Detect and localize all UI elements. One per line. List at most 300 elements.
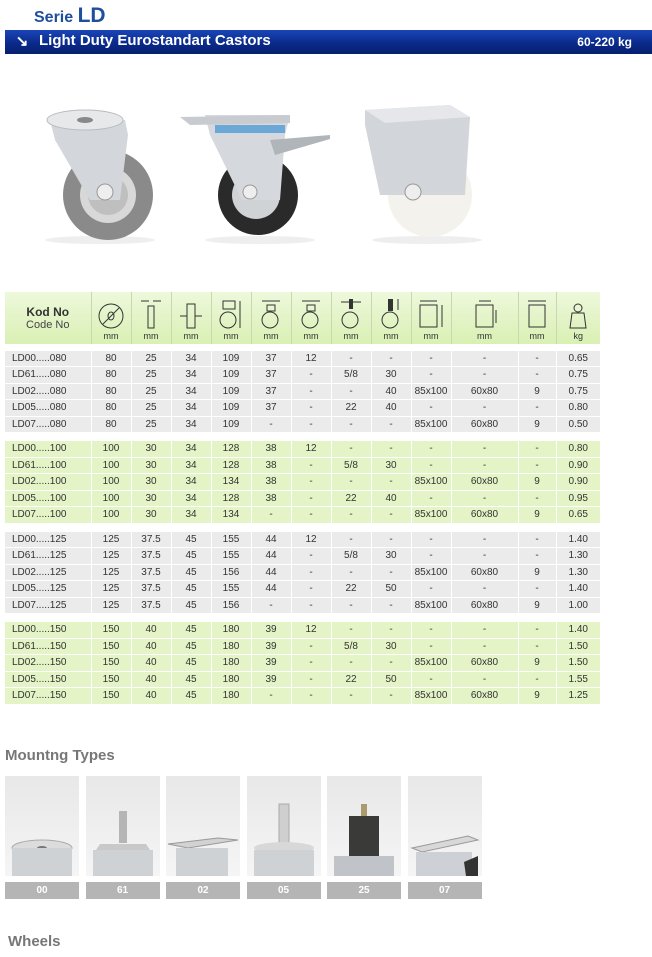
code-cell: LD05.....125: [5, 581, 91, 598]
value-cell: 109: [211, 350, 251, 367]
value-cell: 155: [211, 548, 251, 565]
stem-length-icon: [378, 298, 404, 330]
value-cell: -: [331, 597, 371, 614]
value-cell: -: [411, 671, 451, 688]
value-cell: 34: [171, 441, 211, 458]
value-cell: 45: [171, 581, 211, 598]
value-cell: 45: [171, 688, 211, 705]
mounting-code-label: 00: [5, 882, 79, 899]
value-cell: -: [371, 688, 411, 705]
value-cell: 45: [171, 531, 211, 548]
value-cell: 9: [518, 383, 556, 400]
value-cell: 60x80: [451, 474, 518, 491]
code-cell: LD02.....080: [5, 383, 91, 400]
value-cell: 22: [331, 490, 371, 507]
value-cell: 180: [211, 671, 251, 688]
value-cell: -: [291, 383, 331, 400]
top-plate-mount-image: [166, 776, 240, 876]
column-header: mm: [211, 292, 251, 344]
value-cell: 125: [91, 581, 131, 598]
table-row: [5, 688, 600, 705]
mounting-code-label: 05: [247, 882, 321, 899]
group-spacer: [5, 614, 600, 622]
value-cell: 125: [91, 597, 131, 614]
value-cell: 9: [518, 416, 556, 433]
value-cell: -: [451, 441, 518, 458]
column-header: mm: [411, 292, 451, 344]
thread-stem-icon: [338, 298, 364, 330]
code-cell: LD00.....080: [5, 350, 91, 367]
value-cell: 1.40: [556, 531, 600, 548]
table-row: [5, 507, 600, 524]
value-cell: 39: [251, 671, 291, 688]
code-header: [5, 292, 91, 344]
table-row: [5, 474, 600, 491]
column-header: mm: [451, 292, 518, 344]
value-cell: 5/8: [331, 367, 371, 384]
mounting-type-05: [247, 776, 321, 900]
value-cell: 30: [131, 490, 171, 507]
value-cell: 60x80: [451, 416, 518, 433]
value-cell: -: [291, 507, 331, 524]
value-cell: -: [331, 416, 371, 433]
value-cell: 134: [211, 474, 251, 491]
value-cell: 125: [91, 531, 131, 548]
value-cell: 0.90: [556, 457, 600, 474]
mounting-types-title: Mountng Types: [5, 747, 115, 764]
table-row: [5, 367, 600, 384]
value-cell: 45: [171, 564, 211, 581]
value-cell: -: [518, 581, 556, 598]
mounting-code-label: 25: [327, 882, 401, 899]
code-cell: LD00.....150: [5, 622, 91, 639]
table-row: [5, 457, 600, 474]
value-cell: 34: [171, 474, 211, 491]
value-cell: -: [371, 655, 411, 672]
value-cell: 1.30: [556, 548, 600, 565]
value-cell: -: [251, 507, 291, 524]
column-header: kg: [556, 292, 600, 344]
plate-size-icon: [417, 298, 445, 330]
value-cell: 12: [291, 531, 331, 548]
value-cell: 40: [131, 671, 171, 688]
value-cell: 156: [211, 564, 251, 581]
value-cell: 0.80: [556, 400, 600, 417]
bolt-hole-mount-image: [5, 776, 79, 876]
code-cell: LD05.....150: [5, 671, 91, 688]
value-cell: 85x100: [411, 655, 451, 672]
value-cell: 180: [211, 638, 251, 655]
value-cell: -: [518, 367, 556, 384]
value-cell: -: [518, 622, 556, 639]
overall-height-icon: [218, 298, 244, 330]
value-cell: 44: [251, 581, 291, 598]
load-range: 60-220 kg: [577, 35, 632, 49]
serie-prefix: Serie: [34, 9, 74, 26]
value-cell: 22: [331, 581, 371, 598]
value-cell: -: [371, 597, 411, 614]
value-cell: 150: [91, 688, 131, 705]
column-header: mm: [91, 292, 131, 344]
value-cell: -: [451, 350, 518, 367]
value-cell: 9: [518, 474, 556, 491]
code-cell: LD02.....100: [5, 474, 91, 491]
value-cell: 0.90: [556, 474, 600, 491]
value-cell: -: [518, 490, 556, 507]
value-cell: 100: [91, 507, 131, 524]
value-cell: 85x100: [411, 597, 451, 614]
column-header: mm: [331, 292, 371, 344]
value-cell: -: [291, 490, 331, 507]
value-cell: 45: [171, 655, 211, 672]
value-cell: 9: [518, 597, 556, 614]
value-cell: -: [518, 548, 556, 565]
value-cell: 40: [131, 688, 171, 705]
hub-length-icon: [179, 300, 203, 330]
value-cell: 38: [251, 441, 291, 458]
value-cell: 150: [91, 671, 131, 688]
value-cell: -: [251, 416, 291, 433]
value-cell: -: [291, 564, 331, 581]
value-cell: 0.80: [556, 441, 600, 458]
value-cell: -: [451, 367, 518, 384]
value-cell: 44: [251, 548, 291, 565]
value-cell: -: [451, 400, 518, 417]
value-cell: 40: [371, 383, 411, 400]
value-cell: 0.75: [556, 367, 600, 384]
value-cell: -: [371, 474, 411, 491]
value-cell: -: [291, 400, 331, 417]
value-cell: 85x100: [411, 474, 451, 491]
value-cell: -: [411, 400, 451, 417]
value-cell: 45: [171, 548, 211, 565]
value-cell: -: [451, 490, 518, 507]
group-spacer: [5, 433, 600, 441]
value-cell: 37.5: [131, 531, 171, 548]
value-cell: -: [371, 441, 411, 458]
value-cell: 39: [251, 622, 291, 639]
value-cell: -: [518, 457, 556, 474]
value-cell: 9: [518, 688, 556, 705]
value-cell: 37.5: [131, 564, 171, 581]
value-cell: 85x100: [411, 416, 451, 433]
value-cell: 12: [291, 350, 331, 367]
table-row: [5, 564, 600, 581]
code-cell: LD61.....100: [5, 457, 91, 474]
value-cell: 85x100: [411, 507, 451, 524]
value-cell: 30: [371, 548, 411, 565]
value-cell: -: [411, 622, 451, 639]
value-cell: 1.00: [556, 597, 600, 614]
value-cell: 30: [371, 367, 411, 384]
value-cell: -: [518, 671, 556, 688]
value-cell: 100: [91, 490, 131, 507]
product-images: [20, 95, 500, 255]
wheel-diameter-icon: [97, 302, 125, 330]
value-cell: -: [291, 688, 331, 705]
value-cell: -: [291, 457, 331, 474]
value-cell: 150: [91, 638, 131, 655]
serie-title: [34, 4, 106, 28]
value-cell: 37: [251, 383, 291, 400]
value-cell: -: [451, 548, 518, 565]
value-cell: 156: [211, 597, 251, 614]
value-cell: 1.40: [556, 622, 600, 639]
value-cell: 80: [91, 416, 131, 433]
code-cell: LD07.....080: [5, 416, 91, 433]
value-cell: 22: [331, 400, 371, 417]
value-cell: 34: [171, 416, 211, 433]
value-cell: 0.95: [556, 490, 600, 507]
bolt-hole-icon: [298, 298, 324, 330]
value-cell: 37.5: [131, 548, 171, 565]
table-row: [5, 671, 600, 688]
table-row: [5, 490, 600, 507]
fixed-plate-mount-image: [408, 776, 482, 876]
value-cell: 155: [211, 531, 251, 548]
value-cell: -: [518, 441, 556, 458]
value-cell: 80: [91, 367, 131, 384]
value-cell: 39: [251, 655, 291, 672]
value-cell: -: [371, 531, 411, 548]
value-cell: 125: [91, 548, 131, 565]
value-cell: -: [291, 416, 331, 433]
value-cell: 80: [91, 350, 131, 367]
value-cell: 109: [211, 367, 251, 384]
table-row: [5, 400, 600, 417]
arrow-down-right-icon: ↘: [15, 33, 29, 50]
value-cell: 109: [211, 400, 251, 417]
value-cell: 34: [171, 383, 211, 400]
value-cell: 60x80: [451, 597, 518, 614]
value-cell: -: [411, 638, 451, 655]
value-cell: -: [331, 655, 371, 672]
value-cell: 0.75: [556, 383, 600, 400]
value-cell: -: [451, 638, 518, 655]
wheels-title: Wheels: [8, 933, 61, 950]
mounting-type-02: [166, 776, 240, 900]
value-cell: 50: [371, 581, 411, 598]
specs-table: [5, 292, 600, 705]
value-cell: 50: [371, 671, 411, 688]
value-cell: 12: [291, 441, 331, 458]
swivel-castor-image: [30, 95, 170, 245]
value-cell: 30: [371, 457, 411, 474]
value-cell: 34: [171, 457, 211, 474]
offset-icon: [258, 298, 284, 330]
wheel-width-icon: [139, 296, 163, 330]
table-row: [5, 383, 600, 400]
table-row: [5, 581, 600, 598]
value-cell: 100: [91, 457, 131, 474]
value-cell: 34: [171, 400, 211, 417]
value-cell: -: [371, 507, 411, 524]
value-cell: -: [518, 350, 556, 367]
value-cell: 1.50: [556, 655, 600, 672]
value-cell: 25: [131, 416, 171, 433]
value-cell: 1.40: [556, 581, 600, 598]
code-cell: LD02.....125: [5, 564, 91, 581]
value-cell: -: [518, 638, 556, 655]
value-cell: 45: [171, 671, 211, 688]
value-cell: 37.5: [131, 597, 171, 614]
value-cell: -: [291, 638, 331, 655]
value-cell: 80: [91, 400, 131, 417]
value-cell: 30: [131, 441, 171, 458]
value-cell: 25: [131, 350, 171, 367]
value-cell: 60x80: [451, 655, 518, 672]
column-header: mm: [291, 292, 331, 344]
value-cell: 9: [518, 507, 556, 524]
value-cell: 180: [211, 688, 251, 705]
code-cell: LD07.....100: [5, 507, 91, 524]
value-cell: 60x80: [451, 564, 518, 581]
value-cell: 38: [251, 490, 291, 507]
code-cell: LD05.....100: [5, 490, 91, 507]
table-header-row: [5, 292, 600, 344]
value-cell: -: [251, 597, 291, 614]
value-cell: 5/8: [331, 638, 371, 655]
value-cell: 40: [131, 622, 171, 639]
value-cell: -: [331, 474, 371, 491]
value-cell: -: [291, 367, 331, 384]
code-cell: LD61.....080: [5, 367, 91, 384]
value-cell: 37.5: [131, 581, 171, 598]
value-cell: -: [411, 490, 451, 507]
value-cell: 34: [171, 367, 211, 384]
value-cell: 34: [171, 490, 211, 507]
value-cell: 60x80: [451, 688, 518, 705]
code-cell: LD07.....150: [5, 688, 91, 705]
value-cell: 128: [211, 441, 251, 458]
value-cell: 150: [91, 655, 131, 672]
code-cell: LD05.....080: [5, 400, 91, 417]
weight-icon: [568, 302, 588, 330]
plain-stem-mount-image: [247, 776, 321, 876]
value-cell: 80: [91, 383, 131, 400]
table-row: [5, 441, 600, 458]
table-row: [5, 531, 600, 548]
mounting-type-07: [408, 776, 482, 900]
table-row: [5, 622, 600, 639]
value-cell: -: [291, 548, 331, 565]
value-cell: -: [331, 383, 371, 400]
value-cell: 155: [211, 581, 251, 598]
value-cell: 85x100: [411, 688, 451, 705]
value-cell: 30: [371, 638, 411, 655]
value-cell: 12: [291, 622, 331, 639]
value-cell: 100: [91, 474, 131, 491]
table-row: [5, 655, 600, 672]
value-cell: 9: [518, 564, 556, 581]
value-cell: 128: [211, 457, 251, 474]
code-cell: LD61.....150: [5, 638, 91, 655]
value-cell: 30: [131, 457, 171, 474]
expanding-adapter-mount-image: [327, 776, 401, 876]
value-cell: 25: [131, 383, 171, 400]
value-cell: 0.50: [556, 416, 600, 433]
title-banner: [5, 30, 652, 54]
table-row: [5, 638, 600, 655]
value-cell: -: [411, 581, 451, 598]
value-cell: 22: [331, 671, 371, 688]
value-cell: 109: [211, 383, 251, 400]
value-cell: 1.30: [556, 564, 600, 581]
threaded-stem-mount-image: [86, 776, 160, 876]
value-cell: 30: [131, 507, 171, 524]
value-cell: 25: [131, 400, 171, 417]
mounting-code-label: 02: [166, 882, 240, 899]
value-cell: -: [331, 564, 371, 581]
value-cell: 37: [251, 350, 291, 367]
value-cell: -: [451, 622, 518, 639]
table-row: [5, 416, 600, 433]
value-cell: 40: [131, 638, 171, 655]
value-cell: -: [371, 350, 411, 367]
value-cell: 180: [211, 622, 251, 639]
value-cell: -: [331, 441, 371, 458]
value-cell: -: [411, 350, 451, 367]
fixed-castor-image: [355, 95, 500, 245]
swivel-castor-brake-image: [180, 95, 340, 245]
mounting-type-25: [327, 776, 401, 900]
value-cell: 128: [211, 490, 251, 507]
value-cell: -: [331, 350, 371, 367]
value-cell: 34: [171, 350, 211, 367]
serie-name: LD: [77, 4, 106, 27]
value-cell: 1.25: [556, 688, 600, 705]
value-cell: -: [251, 688, 291, 705]
value-cell: -: [518, 400, 556, 417]
value-cell: -: [518, 531, 556, 548]
value-cell: 1.55: [556, 671, 600, 688]
code-cell: LD00.....100: [5, 441, 91, 458]
value-cell: -: [291, 671, 331, 688]
value-cell: 1.50: [556, 638, 600, 655]
code-cell: LD02.....150: [5, 655, 91, 672]
value-cell: 38: [251, 474, 291, 491]
bolt-hole-diameter-icon: [525, 298, 549, 330]
code-cell: LD00.....125: [5, 531, 91, 548]
value-cell: 180: [211, 655, 251, 672]
value-cell: 5/8: [331, 548, 371, 565]
table-row: [5, 597, 600, 614]
code-cell: LD61.....125: [5, 548, 91, 565]
value-cell: -: [411, 367, 451, 384]
value-cell: 37: [251, 367, 291, 384]
value-cell: -: [411, 441, 451, 458]
bolt-spacing-icon: [471, 298, 499, 330]
value-cell: 25: [131, 367, 171, 384]
value-cell: 9: [518, 655, 556, 672]
value-cell: -: [411, 548, 451, 565]
value-cell: 45: [171, 597, 211, 614]
value-cell: 45: [171, 638, 211, 655]
group-spacer: [5, 523, 600, 531]
value-cell: -: [291, 655, 331, 672]
column-header: mm: [171, 292, 211, 344]
column-header: mm: [251, 292, 291, 344]
value-cell: 38: [251, 457, 291, 474]
kod-label: Kod No: [26, 305, 70, 319]
value-cell: -: [291, 474, 331, 491]
value-cell: -: [451, 671, 518, 688]
value-cell: 34: [171, 507, 211, 524]
value-cell: -: [291, 597, 331, 614]
value-cell: 0.65: [556, 507, 600, 524]
value-cell: 85x100: [411, 383, 451, 400]
value-cell: 40: [131, 655, 171, 672]
